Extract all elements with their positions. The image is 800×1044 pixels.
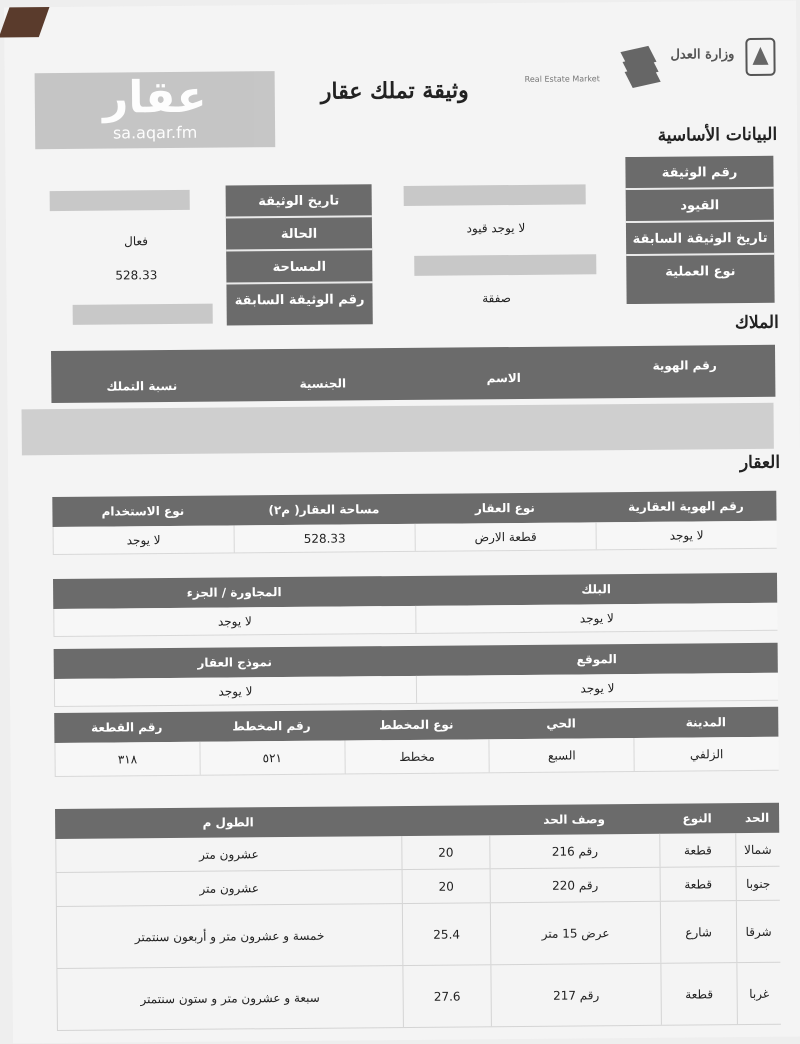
aqar-watermark xyxy=(35,71,276,149)
header-property-area: مساحة العقار( م٢) xyxy=(268,502,380,518)
value-plan-number: ٥٢١ xyxy=(199,741,344,775)
redacted-previous-document-number xyxy=(73,304,213,325)
ministry-emblem-icon xyxy=(740,35,780,79)
property-table-1 xyxy=(52,491,776,555)
basic-left-labels xyxy=(226,184,373,325)
boundary-length-words: سبعة و عشرون متر و ستون سنتمتر xyxy=(56,966,403,1030)
boundary-side: غربا xyxy=(736,963,781,1024)
boundary-length-words: عشرون متر xyxy=(56,870,402,906)
document-title: وثيقة تملك عقار xyxy=(320,77,469,105)
header-boundary: الحد xyxy=(744,810,770,826)
property-table-3 xyxy=(54,643,778,707)
owners-header-nationality: الجنسية xyxy=(299,376,347,391)
boundary-length-words: خمسة و عشرون متر و أربعون سنتمتر xyxy=(56,904,403,968)
boundaries-table xyxy=(55,803,781,1031)
property-table-4 xyxy=(54,707,779,777)
header-property-model: نموذج العقار xyxy=(197,655,273,670)
torn-corner xyxy=(0,7,49,37)
basic-section-title: البيانات الأساسية xyxy=(657,124,778,146)
header-property-id: رقم الهوية العقارية xyxy=(628,499,744,515)
header-location: الموقع xyxy=(576,652,617,667)
owners-header-share: نسبة التملك xyxy=(106,378,178,394)
boundary-side: جنوبا xyxy=(736,867,780,900)
operation-type-value: صفقة xyxy=(482,291,512,306)
header-plan-number: رقم المخطط xyxy=(232,718,311,734)
redacted-document-date xyxy=(50,190,190,211)
watermark-brand: عقار xyxy=(102,71,207,124)
boundary-description: رقم 216 xyxy=(489,834,659,868)
owners-header-id: رقم الهوية xyxy=(652,358,717,373)
status-value: فعال xyxy=(124,234,149,249)
value-neighborhood-part: لا يوجد xyxy=(53,606,415,636)
owners-section-title: الملاك xyxy=(734,312,779,334)
boundary-type: شارع xyxy=(660,901,737,963)
value-district: السبع xyxy=(489,738,634,772)
value-plan-type: مخطط xyxy=(344,739,489,773)
ministry-logo-label: وزارة العدل xyxy=(670,47,735,63)
value-property-model: لا يوجد xyxy=(54,676,416,706)
property-table-2 xyxy=(53,573,777,637)
restrictions-value: لا يوجد قيود xyxy=(466,220,526,236)
ministry-logo xyxy=(670,35,780,84)
boundary-type: قطعة xyxy=(660,963,737,1025)
basic-right-labels xyxy=(625,156,774,304)
boundary-side: شمالا xyxy=(735,833,779,866)
header-plan-type: نوع المخطط xyxy=(379,717,454,733)
owners-header-name: الاسم xyxy=(486,370,521,386)
document-page xyxy=(4,1,800,1044)
label-area: المساحة xyxy=(226,250,372,284)
label-previous-document-number: رقم الوثيقة السابقة xyxy=(234,292,365,309)
watermark-url: sa.aqar.fm xyxy=(112,122,198,143)
header-neighborhood-part: المجاورة / الجزء xyxy=(186,585,282,600)
header-usage-type: نوع الاستخدام xyxy=(101,503,185,519)
redacted-document-number xyxy=(404,184,586,206)
value-plot-number: ٣١٨ xyxy=(54,742,199,776)
value-location: لا يوجد xyxy=(416,673,778,703)
label-operation-type: نوع العملية xyxy=(665,264,736,280)
property-section-title: العقار xyxy=(739,452,781,474)
header-boundary-description: وصف الحد xyxy=(543,812,606,827)
boundary-length: 27.6 xyxy=(402,965,491,1027)
redacted-owner-row xyxy=(22,403,774,456)
header-city: المدينة xyxy=(685,715,727,730)
boundary-type: قطعة xyxy=(660,867,736,901)
header-length: الطول م xyxy=(202,815,254,830)
header-plot-number: رقم القطعة xyxy=(90,720,163,735)
boundary-length: 25.4 xyxy=(402,903,491,965)
label-restrictions: القيود xyxy=(626,189,774,223)
boundary-row xyxy=(56,901,781,969)
owners-header xyxy=(51,345,775,403)
redacted-previous-document-date xyxy=(414,254,596,276)
boundary-description: عرض 15 متر xyxy=(490,902,661,964)
header-boundary-type: النوع xyxy=(682,811,712,826)
label-document-date: تاريخ الوثيقة xyxy=(226,184,372,218)
value-property-id: لا يوجد xyxy=(596,521,777,550)
header-block: البلك xyxy=(581,582,611,597)
header-district: الحي xyxy=(546,716,576,731)
header-property-type: نوع العقار xyxy=(474,500,535,516)
value-city: الزلفي xyxy=(634,737,779,771)
boundary-type: قطعة xyxy=(659,833,735,867)
boundary-side: شرقا xyxy=(736,901,781,962)
value-usage-type: لا يوجد xyxy=(53,525,234,554)
label-status: الحالة xyxy=(226,217,372,251)
value-property-type: قطعة الارض xyxy=(415,522,596,551)
boundary-length: 20 xyxy=(402,869,490,903)
area-value: 528.33 xyxy=(115,268,158,283)
label-document-number: رقم الوثيقة xyxy=(625,156,773,190)
market-logo xyxy=(524,42,664,91)
boundary-length-words: عشرون متر xyxy=(55,836,401,872)
boundary-length: 20 xyxy=(401,835,489,869)
boundary-description: رقم 220 xyxy=(490,868,660,902)
label-previous-document-date: تاريخ الوثيقة السابقة xyxy=(626,222,774,256)
value-property-area: 528.33 xyxy=(234,524,415,553)
market-logo-label: Real Estate Market xyxy=(524,74,600,84)
value-block: لا يوجد xyxy=(415,603,777,633)
boundary-row xyxy=(56,963,781,1031)
boundary-description: رقم 217 xyxy=(490,964,661,1026)
